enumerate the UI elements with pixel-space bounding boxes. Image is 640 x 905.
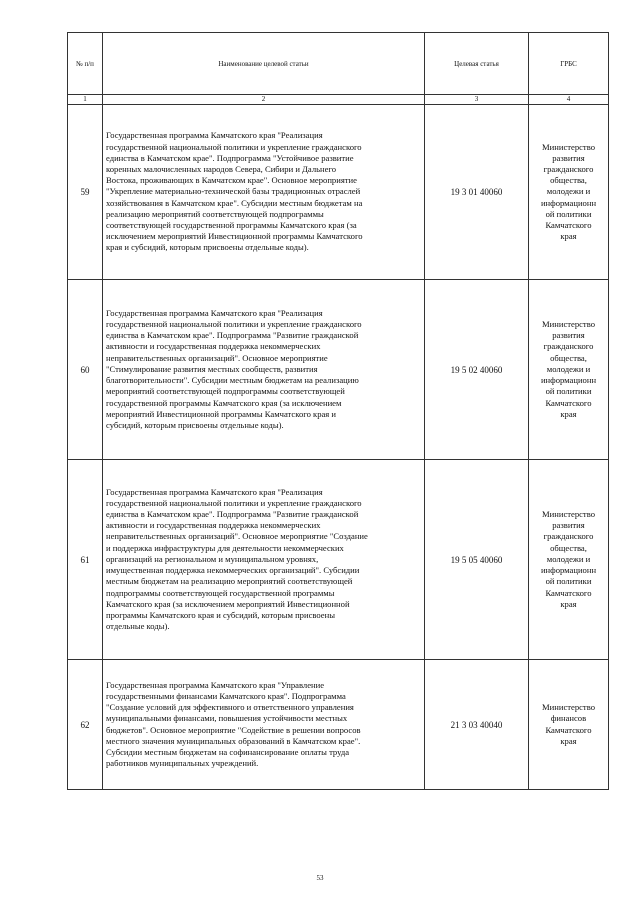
name-line: единства в Камчатском крае". Подпрограмма "Развитие гражданской xyxy=(106,509,359,520)
name-line: единства в Камчатском крае". Подпрограмма "Развитие гражданской xyxy=(106,330,359,341)
grbs-line: информационн xyxy=(540,375,597,386)
grbs-line: края xyxy=(560,598,577,609)
name-line: государственной программы Камчатского края (за исключением xyxy=(106,397,342,408)
name-line: организаций на региональном и муниципальном уровнях, xyxy=(106,553,319,564)
row-number: 60 xyxy=(68,280,103,460)
grbs-line: молодежи и xyxy=(546,186,591,197)
grbs-line: ой политики xyxy=(545,208,592,219)
grbs-line: информационн xyxy=(540,197,597,208)
name-line: Субсидии местным бюджетам на софинансирование оплаты труда xyxy=(106,746,350,757)
name-line: подпрограммы соответствующей государственной программы xyxy=(106,587,335,598)
name-line: активности и государственная поддержка некоммерческих xyxy=(106,520,321,531)
name-line: государственной национальной политики и укрепление гражданского xyxy=(106,141,362,152)
grbs-ministry xyxy=(529,460,609,660)
name-line: активности и государственная поддержка некоммерческих xyxy=(106,341,321,352)
name-line: мероприятий Инвестиционной программы Камчатского края и xyxy=(106,408,337,419)
header-name: Наименование целевой статьи xyxy=(103,33,425,95)
grbs-line: гражданского xyxy=(543,531,594,542)
target-item-code: 19 5 02 40060 xyxy=(425,280,529,460)
name-line: местного значения муниципальных образований в Камчатском крае". xyxy=(106,735,361,746)
name-line: неправительственных организаций". Основное мероприятие xyxy=(106,352,328,363)
target-item-code: 19 5 05 40060 xyxy=(425,460,529,660)
budget-classification-table xyxy=(67,32,609,790)
grbs-line: ой политики xyxy=(545,386,592,397)
grbs-line: общества, xyxy=(550,542,587,553)
name-line: отдельные коды). xyxy=(106,621,170,632)
grbs-line: молодежи и xyxy=(546,553,591,564)
name-line: программы Камчатского края и субсидий, которым присвоены xyxy=(106,609,335,620)
grbs-line: Министерство xyxy=(542,141,595,152)
grbs-line: края xyxy=(560,735,577,746)
grbs-line: Камчатского xyxy=(545,724,592,735)
grbs-line: Министерство xyxy=(542,509,595,520)
grbs-line: Камчатского xyxy=(545,587,592,598)
grbs-line: края xyxy=(560,231,577,242)
name-line: благотворительности". Субсидии местным бюджетам на реализацию xyxy=(106,375,359,386)
name-line: реализацию мероприятий соответствующей подпрограммы xyxy=(106,208,324,219)
name-line: соответствующей государственной программы Камчатского края (за xyxy=(106,220,357,230)
grbs-ministry xyxy=(529,660,609,790)
grbs-ministry xyxy=(529,105,609,280)
name-line: Государственная программа Камчатского края "Реализация xyxy=(106,307,323,318)
name-line: Камчатского края (за исключением мероприятий Инвестиционной xyxy=(106,598,350,609)
page-number: 53 xyxy=(316,874,324,882)
header-grbs: ГРБС xyxy=(529,33,609,95)
table-row xyxy=(68,280,609,460)
grbs-line: гражданского xyxy=(543,163,594,174)
column-number: 2 xyxy=(103,95,425,105)
header-num: № п/п xyxy=(68,33,103,95)
name-line: государственной национальной политики и укрепление гражданского xyxy=(106,319,362,330)
name-line: государственными финансами Камчатского края". Подпрограмма xyxy=(106,690,346,701)
name-line: имущественная поддержка некоммерческих организаций". Субсидии xyxy=(106,565,360,576)
column-number-row xyxy=(68,95,609,105)
grbs-line: развития xyxy=(552,330,585,341)
name-line: неправительственных организаций". Основное мероприятие "Создание xyxy=(106,531,368,542)
name-line: хозяйствования в Камчатском крае". Субсидии местным бюджетам на xyxy=(106,197,363,208)
header-code: Целевая статья xyxy=(425,33,529,95)
name-line: края и субсидий, которым присвоены отдельные коды). xyxy=(106,242,309,253)
name-line: субсидий, которым присвоены отдельные коды). xyxy=(106,419,284,430)
name-line: единства в Камчатском крае". Подпрограмма "Устойчивое развитие xyxy=(106,152,354,163)
grbs-line: развития xyxy=(552,520,585,531)
column-number: 4 xyxy=(529,95,609,105)
target-item-name xyxy=(103,105,425,280)
target-item-code: 19 3 01 40060 xyxy=(425,105,529,280)
target-item-name xyxy=(103,280,425,460)
table-header-row xyxy=(68,33,609,95)
row-number: 59 xyxy=(68,105,103,280)
grbs-ministry xyxy=(529,280,609,460)
name-line: "Укрепление материально-технической базы традиционных отраслей xyxy=(106,186,361,197)
name-line: мероприятий соответствующей подпрограммы соответствующей xyxy=(106,386,345,397)
grbs-line: Министерство xyxy=(542,702,595,713)
table-row xyxy=(68,660,609,790)
name-line: Государственная программа Камчатского края "Реализация xyxy=(106,486,323,497)
name-line: Государственная программа Камчатского края "Управление xyxy=(106,679,325,690)
name-line: государственной национальной политики и укрепление гражданского xyxy=(106,497,362,508)
grbs-line: ой политики xyxy=(545,576,592,587)
name-line: "Стимулирование развития местных сообществ, развития xyxy=(106,363,318,374)
column-number: 1 xyxy=(68,95,103,105)
name-line: исключением мероприятий Инвестиционной программы Камчатского xyxy=(106,231,363,242)
grbs-line: Камчатского xyxy=(545,397,592,408)
table-row xyxy=(68,460,609,660)
grbs-line: общества, xyxy=(550,175,587,186)
name-line: муниципальными финансами, повышения устойчивости местных xyxy=(106,713,348,724)
grbs-line: молодежи и xyxy=(546,363,591,374)
name-line: бюджетов". Основное мероприятие "Содействие в решении вопросов xyxy=(106,724,361,735)
row-number: 61 xyxy=(68,460,103,660)
column-number: 3 xyxy=(425,95,529,105)
grbs-line: финансов xyxy=(550,713,587,724)
name-line: коренных малочисленных народов Севера, Сибири и Дальнего xyxy=(106,163,337,174)
grbs-line: Министерство xyxy=(542,319,595,330)
name-line: Востока, проживающих в Камчатском крае". Основное мероприятие xyxy=(106,175,357,186)
grbs-line: края xyxy=(560,408,577,419)
name-line: местным бюджетам на реализацию мероприятий соответствующей xyxy=(106,576,353,587)
name-line: и поддержка инфраструктуры для деятельности некоммерческих xyxy=(106,542,344,553)
name-line: "Создание условий для эффективного и ответственного управления xyxy=(106,702,354,713)
grbs-line: информационн xyxy=(540,565,597,576)
grbs-line: гражданского xyxy=(543,341,594,352)
grbs-line: Камчатского xyxy=(545,220,592,230)
target-item-name xyxy=(103,460,425,660)
row-number: 62 xyxy=(68,660,103,790)
grbs-line: развития xyxy=(552,152,585,163)
grbs-line: общества, xyxy=(550,352,587,363)
target-item-code: 21 3 03 40040 xyxy=(425,660,529,790)
name-line: Государственная программа Камчатского края "Реализация xyxy=(106,130,323,141)
target-item-name xyxy=(103,660,425,790)
name-line: работников муниципальных учреждений. xyxy=(106,758,259,769)
table-row xyxy=(68,105,609,280)
